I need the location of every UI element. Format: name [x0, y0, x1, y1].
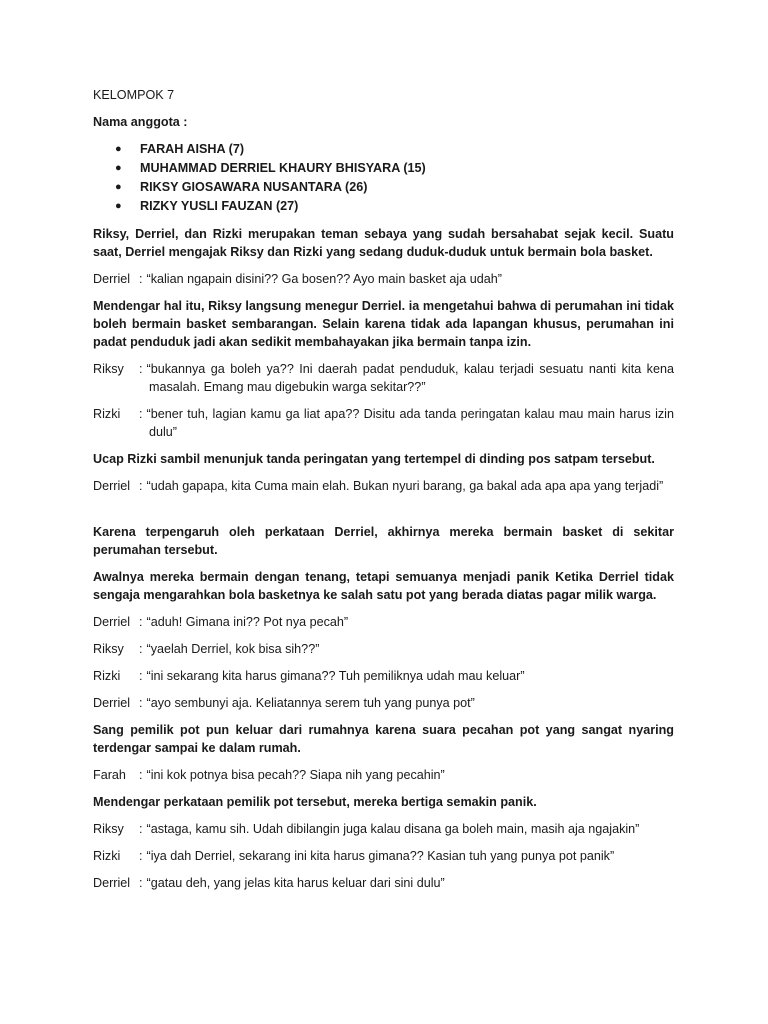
spacer [93, 504, 674, 523]
speaker-name: Riksy [93, 822, 124, 836]
dialogue-line [93, 405, 674, 441]
dialogue-text: : “ini sekarang kita harus gimana?? Tuh pemiliknya udah mau keluar” [139, 669, 525, 683]
dialogue-line [93, 613, 674, 631]
narration: Ucap Rizki sambil menunjuk tanda peringatan yang tertempel di dinding pos satpam tersebut. [93, 452, 655, 466]
narration: Awalnya mereka bermain dengan tenang, tetapi semuanya menjadi panik Ketika Derriel tidak sengaja mengarahkan bola basketnya ke salah satu pot yang berada diatas pagar milik warga. [93, 570, 674, 602]
dialogue-line [93, 360, 674, 396]
dialogue-text: : “gatau deh, yang jelas kita harus keluar dari sini dulu” [139, 876, 445, 890]
dialogue-text: : “astaga, kamu sih. Udah dibilangin juga kalau disana ga boleh main, masih aja ngajakin” [139, 822, 640, 836]
document-title: KELOMPOK 7 [93, 88, 175, 102]
speaker-name: Riksy [93, 362, 124, 376]
bullet-icon: ● [115, 181, 122, 193]
dialogue-text: : “udah gapapa, kita Cuma main elah. Bukan nyuri barang, ga bakal ada apa apa yang terjadi” [139, 479, 664, 493]
dialogue-text: : “kalian ngapain disini?? Ga bosen?? Ayo main basket aja udah” [139, 272, 502, 286]
narration: Mendengar hal itu, Riksy langsung menegur Derriel. ia mengetahui bahwa di perumahan ini tidak boleh bermain basket sembarangan. Selain karena tidak ada lapangan khusus, perumahan ini padat penduduk jadi akan sedikit membahayakan jika bermain tanpa izin. [93, 299, 674, 349]
dialogue-text: : “iya dah Derriel, sekarang ini kita harus gimana?? Kasian tuh yang punya pot panik” [139, 849, 615, 863]
dialogue-line [93, 270, 674, 288]
list-item: ● MUHAMMAD DERRIEL KHAURY BHISYARA (15) [93, 159, 674, 178]
dialogue-text: : “ayo sembunyi aja. Keliatannya serem tuh yang punya pot” [139, 696, 475, 710]
dialogue-line [93, 477, 674, 495]
dialogue-text: : “bukannya ga boleh ya?? Ini daerah padat penduduk, kalau terjadi sesuatu nanti kita kena masalah. Emang mau digebukin warga sekitar??” [139, 362, 674, 394]
dialogue-text: : “bener tuh, lagian kamu ga liat apa?? Disitu ada tanda peringatan kalau mau main harus izin dulu” [139, 407, 674, 439]
list-item: ● RIZKY YUSLI FAUZAN (27) [93, 197, 674, 216]
list-item: ● FARAH AISHA (7) [93, 140, 674, 159]
dialogue-line [93, 874, 674, 892]
dialogue-line [93, 694, 674, 712]
speaker-name: Rizki [93, 849, 121, 863]
speaker-name: Derriel [93, 615, 131, 629]
speaker-name: Rizki [93, 669, 121, 683]
dialogue-line [93, 667, 674, 685]
dialogue-text: : “aduh! Gimana ini?? Pot nya pecah” [139, 615, 349, 629]
speaker-name: Derriel [93, 696, 131, 710]
dialogue-text: : “ini kok potnya bisa pecah?? Siapa nih yang pecahin” [139, 768, 445, 782]
dialogue-line [93, 766, 674, 784]
members-list [93, 140, 674, 216]
narration: Mendengar perkataan pemilik pot tersebut, mereka bertiga semakin panik. [93, 795, 537, 809]
list-item: ● RIKSY GIOSAWARA NUSANTARA (26) [93, 178, 674, 197]
dialogue-text: : “yaelah Derriel, kok bisa sih??” [139, 642, 320, 656]
narration: Riksy, Derriel, dan Rizki merupakan teman sebaya yang sudah bersahabat sejak kecil. Suatu saat, Derriel mengajak Riksy dan Rizki yang sedang duduk-duduk untuk bermain bola basket. [93, 227, 674, 259]
speaker-name: Rizki [93, 407, 121, 421]
dialogue-line [93, 640, 674, 658]
speaker-name: Derriel [93, 272, 131, 286]
speaker-name: Farah [93, 768, 126, 782]
narration: Sang pemilik pot pun keluar dari rumahnya karena suara pecahan pot yang sangat nyaring terdengar sampai ke dalam rumah. [93, 723, 674, 755]
bullet-icon: ● [115, 143, 122, 155]
bullet-icon: ● [115, 200, 122, 212]
speaker-name: Riksy [93, 642, 124, 656]
narration: Karena terpengaruh oleh perkataan Derriel, akhirnya mereka bermain basket di sekitar perumahan tersebut. [93, 525, 674, 557]
speaker-name: Derriel [93, 479, 131, 493]
bullet-icon: ● [115, 162, 122, 174]
document-page [93, 86, 674, 901]
members-label: Nama anggota : [93, 115, 188, 129]
dialogue-line [93, 847, 674, 865]
speaker-name: Derriel [93, 876, 131, 890]
dialogue-line [93, 820, 674, 838]
